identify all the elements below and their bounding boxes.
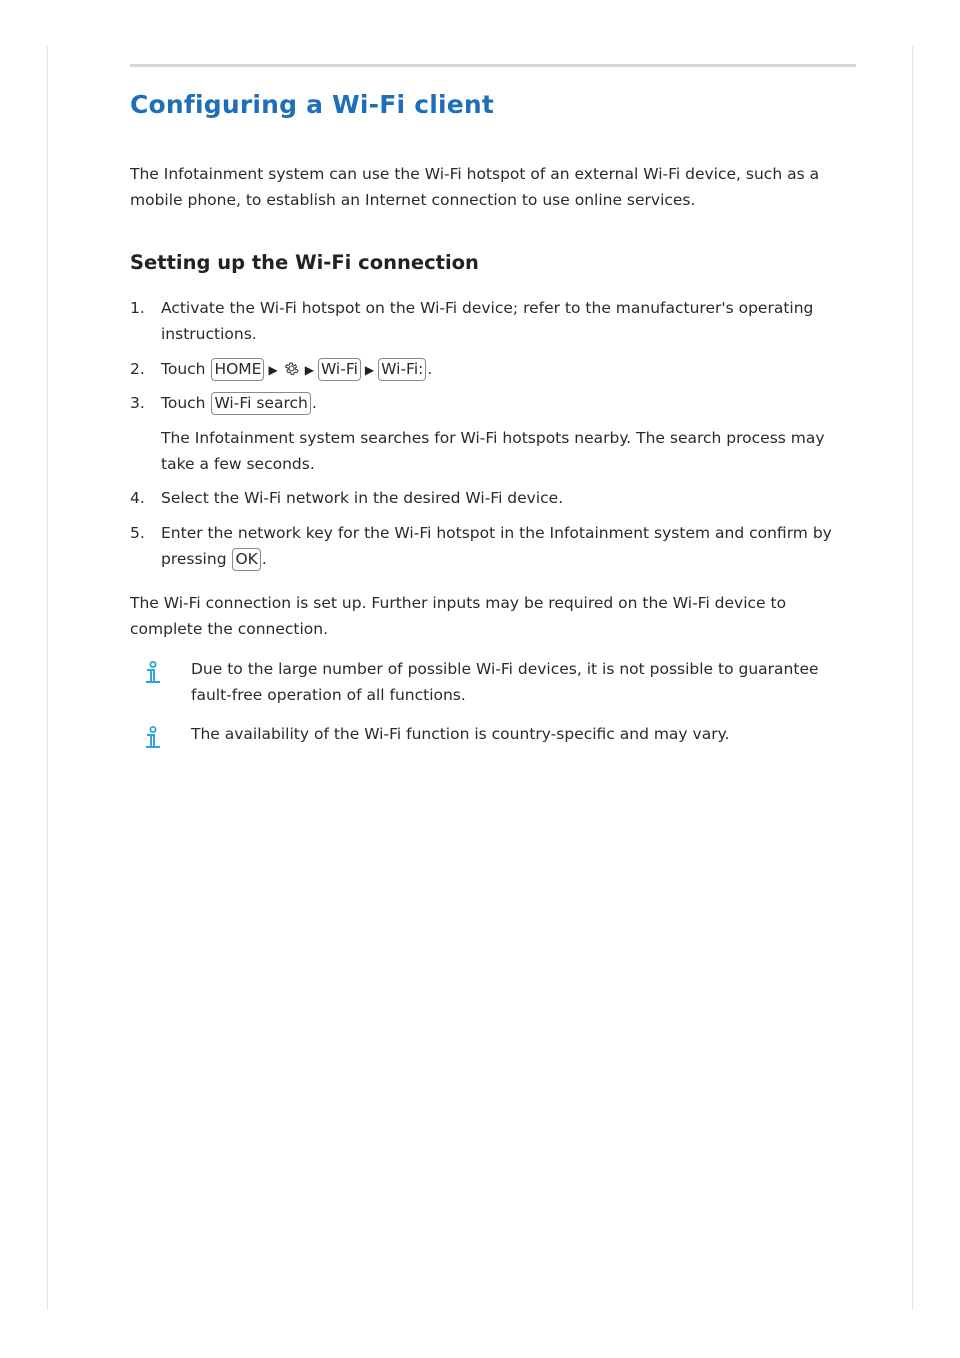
step-1 [130, 295, 856, 347]
arrow-right-icon: ▶ [268, 363, 278, 377]
step-body: Enter the network key for the Wi-Fi hotspot in the Infotainment system and confirm by pressing [161, 524, 832, 568]
step-number: 4. [130, 489, 145, 507]
step-3 [130, 390, 856, 416]
step-text [161, 390, 856, 416]
note-1 [130, 656, 856, 708]
step-number: 2. [130, 360, 145, 378]
note-text: The availability of the Wi-Fi function is country-specific and may vary. [191, 725, 730, 743]
left-margin-line [47, 46, 48, 1310]
home-key-button[interactable]: HOME [211, 358, 264, 381]
result-paragraph: The Wi-Fi connection is set up. Further inputs may be required on the Wi-Fi device to complete the connection. [130, 594, 787, 638]
step-number: 3. [130, 394, 145, 412]
step-prefix: Touch [161, 394, 206, 412]
section-title: Setting up the Wi-Fi connection [130, 251, 479, 274]
step-2 [130, 356, 856, 385]
top-rule [130, 64, 856, 67]
step-3-result: The Infotainment system searches for Wi-Fi hotspots nearby. The search process may take a few seconds. [161, 429, 825, 473]
gear-icon[interactable] [283, 359, 300, 385]
note-text: Due to the large number of possible Wi-Fi devices, it is not possible to guarantee fault-free operation of all functions. [191, 660, 819, 704]
step-prefix: Touch [161, 360, 206, 378]
wifi-search-key-button[interactable]: Wi-Fi search [211, 392, 310, 415]
step-number: 5. [130, 524, 145, 542]
info-icon [130, 721, 191, 754]
step-5 [130, 520, 856, 572]
arrow-right-icon: ▶ [364, 363, 375, 377]
info-icon [130, 656, 191, 708]
step-text: Activate the Wi-Fi hotspot on the Wi-Fi device; refer to the manufacturer's operating instructions. [161, 299, 814, 343]
intro-paragraph: The Infotainment system can use the Wi-Fi hotspot of an external Wi-Fi device, such as a mobile phone, to establish an Internet connection to use online services. [130, 165, 820, 209]
step-text: Select the Wi-Fi network in the desired Wi-Fi device. [161, 489, 564, 507]
wifi-colon-key-button[interactable]: Wi-Fi: [378, 358, 426, 381]
step-suffix: . [261, 550, 267, 568]
wifi-key-button[interactable]: Wi-Fi [318, 358, 361, 381]
arrow-right-icon: ▶ [304, 363, 314, 377]
ok-key-button[interactable]: OK [232, 548, 260, 571]
step-text [161, 356, 856, 385]
step-text [161, 520, 856, 572]
step-4 [130, 485, 856, 511]
note-2 [130, 721, 856, 754]
right-margin-line [912, 46, 913, 1310]
page-title: Configuring a Wi-Fi client [130, 90, 495, 119]
step-number: 1. [130, 299, 145, 317]
step-suffix: . [427, 360, 433, 378]
step-suffix: . [311, 394, 317, 412]
